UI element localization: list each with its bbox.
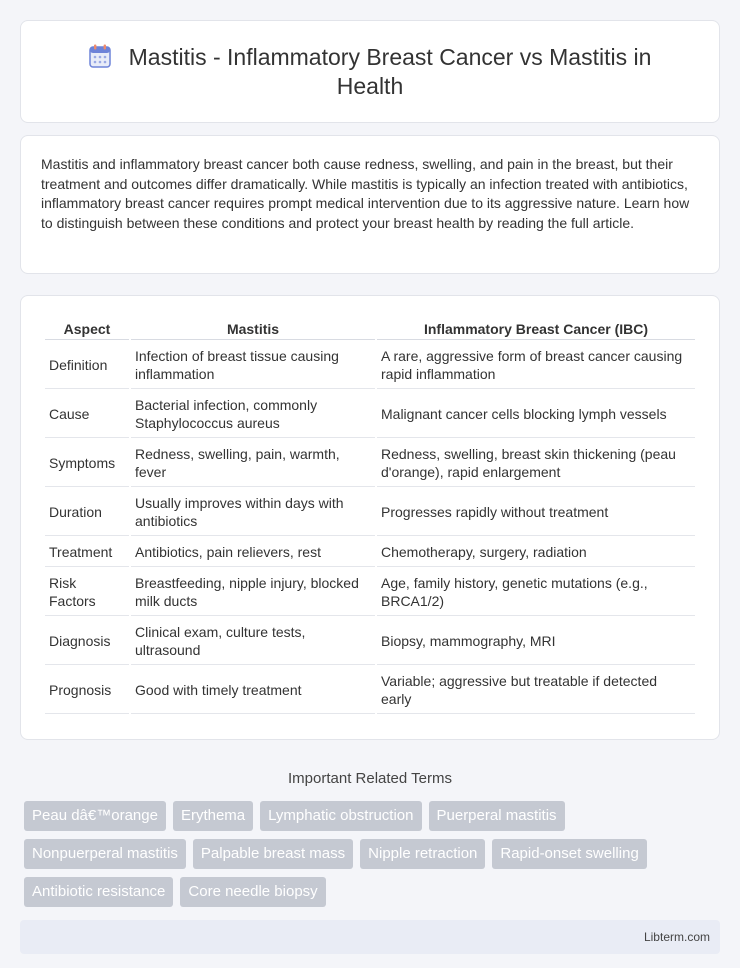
page-title-text: Mastitis - Inflammatory Breast Cancer vs Mastitis in Health	[128, 43, 652, 99]
calendar-icon	[89, 44, 111, 68]
tag-antibiotic-resistance[interactable]: Antibiotic resistance	[24, 877, 173, 907]
page-title	[61, 43, 679, 101]
intro-text: Mastitis and inflammatory breast cancer both cause redness, swelling, and pain in the breast, but their treatment and outcomes differ dramatically. While mastitis is typically an infection treated with antibiotics, inflammatory breast cancer requires prompt medical intervention due to its aggressive nature. Learn how to distinguish between these conditions and protect your breast health by reading the full article.	[41, 156, 690, 231]
mastitis-cell: Antibiotics, pain relievers, rest	[131, 538, 375, 567]
table-row	[45, 342, 695, 389]
mastitis-cell: Good with timely treatment	[131, 667, 375, 714]
comparison-card	[20, 295, 720, 740]
table-row	[45, 569, 695, 616]
table-row	[45, 538, 695, 567]
related-terms-section	[0, 770, 740, 907]
tag-peau-dorange[interactable]: Peau dâ€™orange	[24, 801, 166, 831]
mastitis-cell: Infection of breast tissue causing inflammation	[131, 342, 375, 389]
aspect-cell: Duration	[45, 489, 129, 536]
comparison-table	[43, 316, 697, 716]
related-tags	[0, 801, 740, 907]
title-wrap	[61, 43, 679, 101]
header-aspect: Aspect	[45, 318, 129, 340]
table-row	[45, 391, 695, 438]
ibc-cell: Biopsy, mammography, MRI	[377, 618, 695, 665]
intro-card	[20, 135, 720, 274]
mastitis-cell: Bacterial infection, commonly Staphylococcus aureus	[131, 391, 375, 438]
footer	[20, 920, 720, 954]
tag-lymphatic-obstruction[interactable]: Lymphatic obstruction	[260, 801, 421, 831]
tag-nonpuerperal-mastitis[interactable]: Nonpuerperal mastitis	[24, 839, 186, 869]
aspect-cell: Diagnosis	[45, 618, 129, 665]
header-mastitis: Mastitis	[131, 318, 375, 340]
header-ibc: Inflammatory Breast Cancer (IBC)	[377, 318, 695, 340]
ibc-cell: Chemotherapy, surgery, radiation	[377, 538, 695, 567]
title-card	[20, 20, 720, 123]
aspect-cell: Treatment	[45, 538, 129, 567]
table-row	[45, 440, 695, 487]
table-row	[45, 618, 695, 665]
ibc-cell: Redness, swelling, breast skin thickening (peau d'orange), rapid enlargement	[377, 440, 695, 487]
ibc-cell: Malignant cancer cells blocking lymph vessels	[377, 391, 695, 438]
tag-erythema[interactable]: Erythema	[173, 801, 253, 831]
aspect-cell: Symptoms	[45, 440, 129, 487]
tag-core-needle-biopsy[interactable]: Core needle biopsy	[180, 877, 325, 907]
table-header-row	[45, 318, 695, 340]
tag-rapid-onset-swelling[interactable]: Rapid-onset swelling	[492, 839, 646, 869]
mastitis-cell: Clinical exam, culture tests, ultrasound	[131, 618, 375, 665]
aspect-cell: Risk Factors	[45, 569, 129, 616]
related-terms-title: Important Related Terms	[288, 770, 452, 787]
mastitis-cell: Usually improves within days with antibiotics	[131, 489, 375, 536]
table-row	[45, 667, 695, 714]
aspect-cell: Cause	[45, 391, 129, 438]
tag-palpable-breast-mass[interactable]: Palpable breast mass	[193, 839, 353, 869]
ibc-cell: Progresses rapidly without treatment	[377, 489, 695, 536]
aspect-cell: Prognosis	[45, 667, 129, 714]
ibc-cell: Age, family history, genetic mutations (e.g., BRCA1/2)	[377, 569, 695, 616]
tag-nipple-retraction[interactable]: Nipple retraction	[360, 839, 485, 869]
table-row	[45, 489, 695, 536]
mastitis-cell: Redness, swelling, pain, warmth, fever	[131, 440, 375, 487]
aspect-cell: Definition	[45, 342, 129, 389]
footer-site-link[interactable]: Libterm.com	[643, 930, 710, 944]
mastitis-cell: Breastfeeding, nipple injury, blocked milk ducts	[131, 569, 375, 616]
tag-puerperal-mastitis[interactable]: Puerperal mastitis	[429, 801, 565, 831]
ibc-cell: A rare, aggressive form of breast cancer causing rapid inflammation	[377, 342, 695, 389]
ibc-cell: Variable; aggressive but treatable if detected early	[377, 667, 695, 714]
